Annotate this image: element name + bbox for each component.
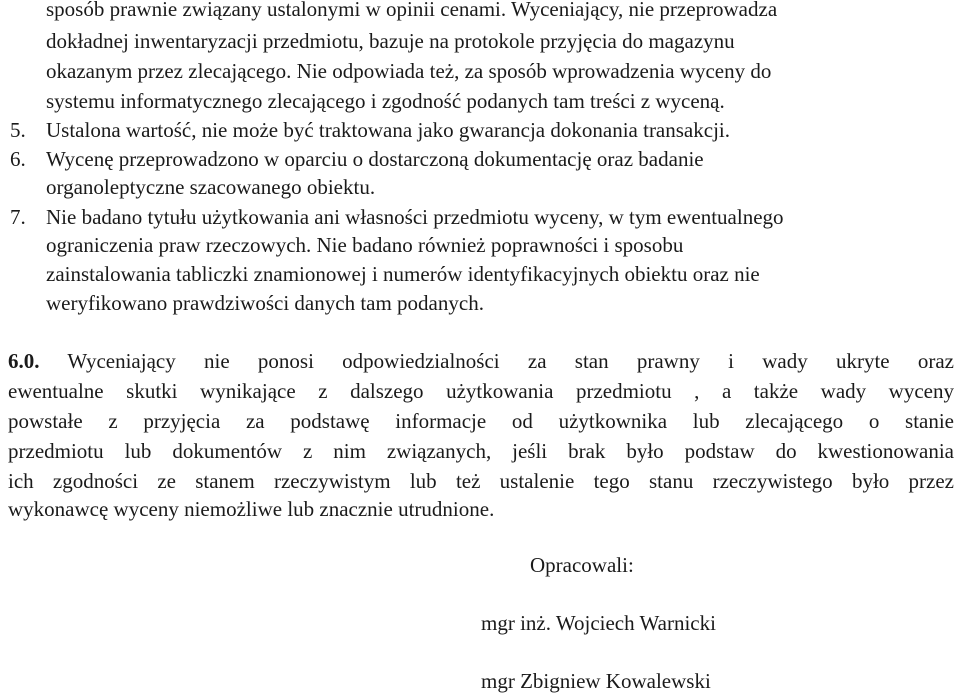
section-6-0-line-3: powstałe z przyjęcia za podstawę informacje od użytkownika lub zlecającego o stanie bbox=[8, 409, 954, 433]
item-5-text: Ustalona wartość, nie może być traktowana jako gwarancja dokonania transakcji. bbox=[46, 118, 730, 142]
signature-name-1: mgr inż. Wojciech Warnicki bbox=[481, 611, 716, 635]
intro-line-2: dokładnej inwentaryzacji przedmiotu, bazuje na protokole przyjęcia do magazynu bbox=[46, 29, 735, 53]
section-6-0-line-6: wykonawcę wyceny niemożliwe lub znacznie utrudnione. bbox=[8, 497, 495, 521]
item-6-text-line-2: organoleptyczne szacowanego obiektu. bbox=[46, 175, 376, 199]
section-6-0-first-line-text: Wyceniający nie ponosi odpowiedzialności za stan prawny i wady ukryte oraz bbox=[67, 349, 954, 373]
section-6-0-line-5: ich zgodności ze stanem rzeczywistym lub też ustalenie tego stanu rzeczywistego było przez bbox=[8, 469, 954, 493]
section-6-0-line-4: przedmiotu lub dokumentów z nim związanych, jeśli brak było podstaw do kwestionowania bbox=[8, 439, 954, 463]
signature-name-2: mgr Zbigniew Kowalewski bbox=[481, 669, 711, 693]
item-7-text-line-2: ograniczenia praw rzeczowych. Nie badano również poprawności i sposobu bbox=[46, 233, 684, 257]
item-7-text-line-3: zainstalowania tabliczki znamionowej i numerów identyfikacyjnych obiektu oraz nie bbox=[46, 262, 760, 286]
section-6-0-line-1 bbox=[8, 346, 954, 376]
section-6-0-line-2: ewentualne skutki wynikające z dalszego użytkowania przedmiotu , a także wady wyceny bbox=[8, 379, 954, 403]
item-6-number: 6. bbox=[10, 147, 26, 171]
item-7-number: 7. bbox=[10, 205, 26, 229]
item-7-text-line-4: weryfikowano prawdziwości danych tam podanych. bbox=[46, 291, 484, 315]
item-7-text-line-1: Nie badano tytułu użytkowania ani własności przedmiotu wyceny, w tym ewentualnego bbox=[46, 205, 784, 229]
item-6-text-line-1: Wycenę przeprowadzono w oparciu o dostarczoną dokumentację oraz badanie bbox=[46, 147, 704, 171]
signatures-heading: Opracowali: bbox=[530, 553, 634, 577]
section-6-0-number: 6.0. bbox=[8, 349, 40, 373]
intro-line-3: okazanym przez zlecającego. Nie odpowiada też, za sposób wprowadzenia wyceny do bbox=[46, 59, 772, 83]
intro-line-1: sposób prawnie związany ustalonymi w opinii cenami. Wyceniający, nie przeprowadza bbox=[46, 0, 778, 21]
intro-line-4: systemu informatycznego zlecającego i zgodność podanych tam treści z wyceną. bbox=[46, 89, 725, 113]
item-5-number: 5. bbox=[10, 118, 26, 142]
